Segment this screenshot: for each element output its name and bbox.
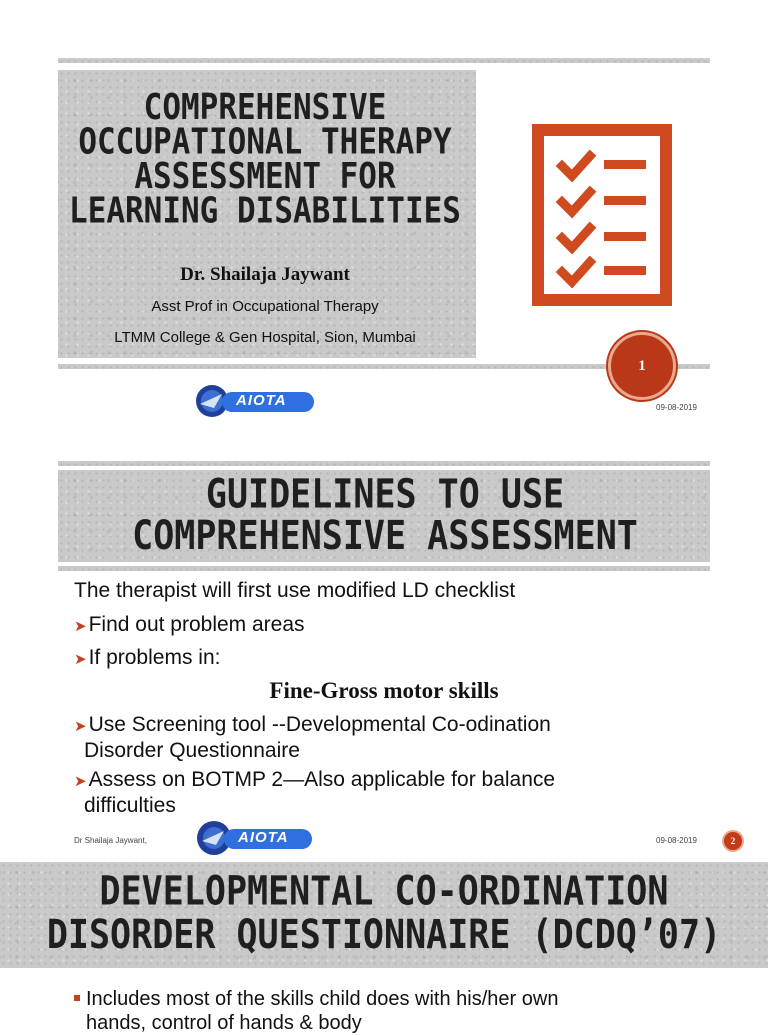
slide2-footer-author: Dr Shailaja Jaywant, (74, 836, 147, 845)
slide2-bullet (74, 713, 551, 763)
slide1-title-line: COMPREHENSIVE (143, 86, 387, 128)
square-bullet-icon (74, 995, 80, 1001)
slide3-title-line: DISORDER QUESTIONNAIRE (DCDQ’07) (46, 912, 722, 959)
slide2-title (62, 471, 708, 560)
slide2-top-rule (58, 461, 710, 466)
slide3-title (0, 870, 768, 957)
checklist-icon (532, 124, 672, 306)
slide1-title-line: LEARNING DISABILITIES (69, 190, 461, 232)
slide3-bullet-text: Includes most of the skills child does with his/her own (86, 988, 559, 1010)
slide1-title-line: OCCUPATIONAL THERAPY (78, 121, 452, 163)
arrow-bullet-icon: ➤ (74, 718, 87, 735)
aiota-logo-text: AIOTA (236, 392, 287, 409)
slide2-bullet (74, 613, 305, 637)
arrow-bullet-icon: ➤ (74, 651, 87, 668)
slide3-title-line: DEVELOPMENTAL CO-ORDINATION (99, 868, 669, 915)
slide2-bottom-rule (58, 566, 710, 571)
arrow-bullet-icon: ➤ (74, 773, 87, 790)
aiota-logo-text: AIOTA (238, 829, 289, 846)
slide2-title-line: COMPREHENSIVE ASSESSMENT (132, 513, 638, 560)
checklist-icon-graphic (532, 124, 672, 306)
slide1-bottom-rule (58, 364, 606, 369)
slide2-title-line: GUIDELINES TO USE (205, 471, 565, 518)
slide2-bullet (74, 646, 220, 670)
slide1-date: 09-08-2019 (656, 403, 697, 412)
slide-number-badge: 1 (608, 332, 676, 400)
slide2-bullet-text: If problems in: (88, 646, 221, 669)
slide3-bullet (74, 987, 558, 1035)
slide2-bullet-text: Use Screening tool --Developmental Co-odination (88, 713, 551, 736)
slide-number-badge: 2 (722, 830, 744, 852)
slide2-date: 09-08-2019 (656, 836, 697, 845)
slide2-bullet-text: Disorder Questionnaire (84, 739, 300, 762)
slide2-bullet-text: Assess on BOTMP 2—Also applicable for balance (88, 768, 556, 791)
slide1-bottom-rule-right (676, 364, 710, 369)
slide1-author: Dr. Shailaja Jaywant (180, 264, 350, 285)
slide1-college: LTMM College & Gen Hospital, Sion, Mumbai (114, 329, 416, 346)
slide1-top-rule (58, 58, 710, 63)
slide2-bullet-text: Find out problem areas (88, 613, 305, 636)
slide2-intro: The therapist will first use modified LD checklist (74, 579, 516, 602)
aiota-logo (192, 382, 320, 420)
slide1-title-line: ASSESSMENT FOR (134, 155, 396, 197)
slide1-role: Asst Prof in Occupational Therapy (151, 298, 379, 315)
slide3-bullet-text: hands, control of hands & body (86, 1012, 362, 1034)
slide2-bullet (74, 768, 555, 818)
slide2-subheading: Fine-Gross motor skills (269, 678, 499, 703)
slide2-bullet-text: difficulties (84, 794, 176, 817)
slide1-title (60, 86, 470, 232)
aiota-logo (194, 818, 318, 858)
arrow-bullet-icon: ➤ (74, 618, 87, 635)
